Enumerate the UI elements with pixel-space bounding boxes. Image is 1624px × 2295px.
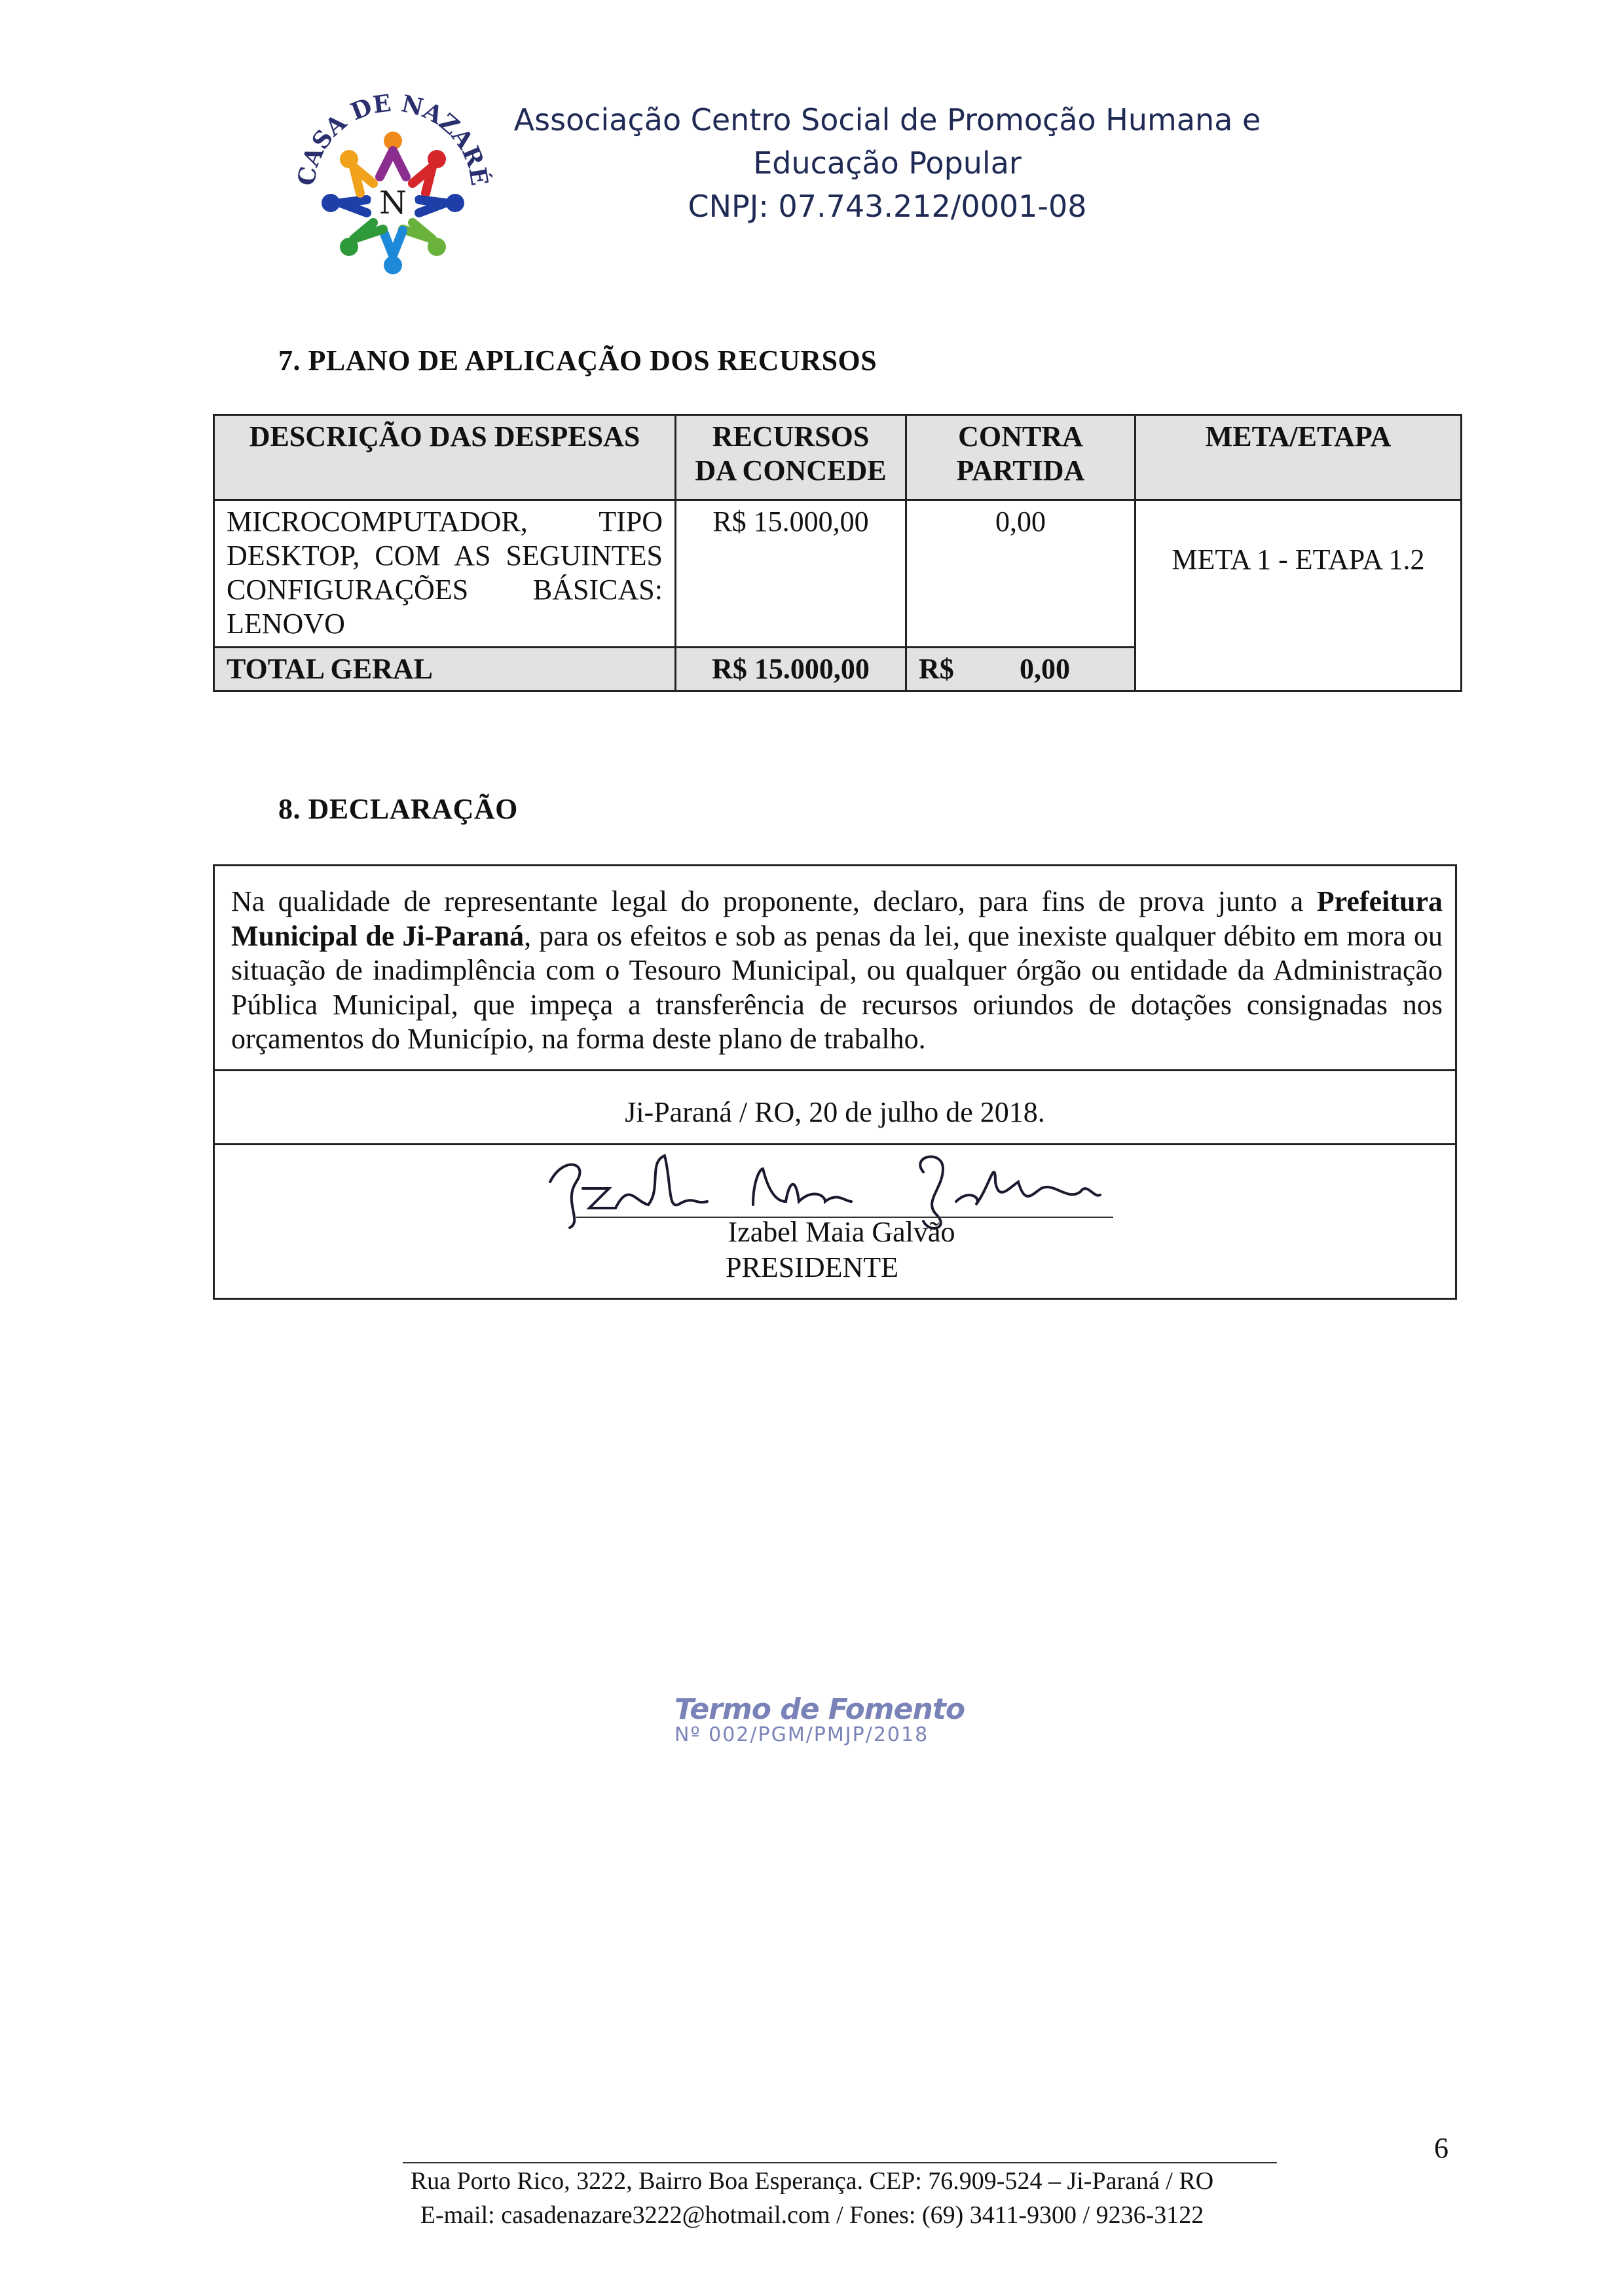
total-label: TOTAL GERAL (214, 648, 676, 691)
signer-block (0, 1215, 1624, 1285)
plan-table (213, 414, 1462, 692)
header-recursos: RECURSOS DA CONCEDE (676, 415, 906, 500)
row-contra: 0,00 (906, 500, 1135, 648)
total-recursos: R$ 15.000,00 (676, 648, 906, 691)
footer-address: Rua Porto Rico, 3222, Bairro Boa Esperança. CEP: 76.909-524 – Ji-Paraná / RO (410, 2167, 1214, 2195)
stamp-line2: Nº 002/PGM/PMJP/2018 (674, 1723, 929, 1746)
row-description: MICROCOMPUTADOR, TIPO DESKTOP, COM AS SEGUINTES CONFIGURAÇÕES BÁSICAS: LENOVO (214, 500, 676, 648)
row-recursos: R$ 15.000,00 (676, 500, 906, 648)
declaration-text-part2: , para os efeitos e sob as penas da lei, que inexiste qualquer débito em mora ou situação de inadimplência com o Tesouro Municipal, ou qualquer órgão ou entidade da Administração Pública Municipal, que impeça a transferência de recursos oriundos de dotações consignadas nos orçamentos do Município, na forma deste plano de trabalho. (231, 919, 1443, 1055)
table-row (214, 500, 1462, 648)
logo-letter: N (379, 185, 407, 221)
total-contra-currency: R$ (919, 653, 954, 685)
header-descricao: DESCRIÇÃO DAS DESPESAS (214, 415, 676, 500)
declaration-date: Ji-Paraná / RO, 20 de julho de 2018. (625, 1096, 1045, 1128)
page-number: 6 (1434, 2132, 1449, 2164)
org-name-line1: Associação Centro Social de Promoção Humana e (513, 102, 1261, 138)
header-meta-etapa: META/ETAPA (1135, 415, 1462, 500)
footer-divider (403, 2162, 1277, 2163)
row-meta: META 1 - ETAPA 1.2 (1135, 500, 1462, 691)
signer-role: PRESIDENTE (726, 1251, 898, 1283)
document-stamp (674, 1693, 965, 1746)
declaration-text-part1: Na qualidade de representante legal do proponente, declaro, para fins de prova junto a (231, 885, 1317, 917)
section-8-title: 8. DECLARAÇÃO (278, 793, 518, 825)
total-contra-value: 0,00 (1020, 653, 1070, 685)
plan-table-header-row (214, 415, 1462, 500)
header-contra-partida: CONTRA PARTIDA (906, 415, 1135, 500)
org-cnpj: CNPJ: 07.743.212/0001-08 (688, 189, 1087, 224)
declaration-text (231, 885, 1443, 1057)
total-contra (906, 648, 1135, 691)
organization-header (511, 98, 1264, 228)
signer-name: Izabel Maia Galvão (728, 1216, 955, 1248)
org-name-line2: Educação Popular (753, 145, 1022, 181)
footer (0, 2164, 1624, 2232)
footer-contact: E-mail: casadenazare3222@hotmail.com / Fones: (69) 3411-9300 / 9236-3122 (420, 2201, 1204, 2229)
logo-arc-text: CASA DE NAZARÉ (292, 89, 494, 188)
organization-logo (268, 59, 517, 282)
declaration-text-bold: Prefeitura Municipal de Ji-Paraná (231, 885, 1443, 952)
stamp-line1: Termo de Fomento (674, 1693, 965, 1726)
section-7-title: 7. PLANO DE APLICAÇÃO DOS RECURSOS (278, 344, 877, 376)
declaration-divider (215, 1069, 1455, 1071)
